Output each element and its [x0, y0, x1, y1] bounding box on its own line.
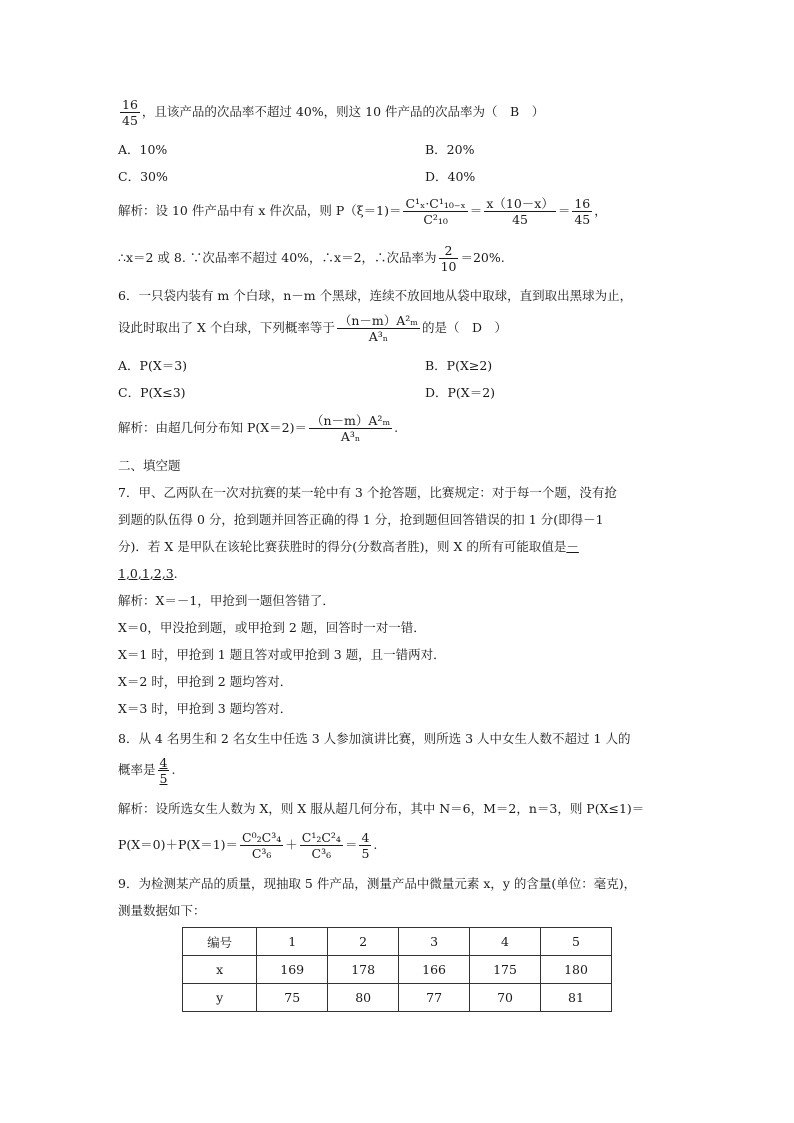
answer-blank: 1,0,1,2,3 [118, 566, 174, 581]
table-cell: 166 [399, 956, 470, 984]
fraction-numerator: C¹₂C²₄ [301, 830, 341, 845]
q6-stem-line2 [118, 313, 507, 344]
fraction-numerator: 16 [574, 196, 591, 211]
q7-solution-line3: X＝1 时，甲抢到 1 题且答对或甲抢到 3 题，且一错两对． [118, 647, 446, 662]
fraction-numerator: x（10－x） [486, 196, 554, 211]
probability-fraction [309, 413, 392, 444]
q5-option-b: B．20% [425, 142, 475, 157]
equals-sign: ＝ [469, 203, 483, 218]
q6-option-d: D．P(X＝2) [425, 385, 496, 400]
q7-solution-line2: X＝0，甲没抢到题，或甲抢到 2 题，回答时一对一错． [118, 620, 426, 635]
q6-option-b: B．P(X≥2) [425, 358, 493, 373]
table-cell: 175 [470, 956, 541, 984]
table-header-cell: 编号 [183, 928, 257, 956]
solution-text: P(X＝0)＋P(X＝1)＝ [118, 837, 239, 852]
solution-text: 解析：设 10 件产品中有 x 件次品，则 P（ξ＝1)＝ [118, 203, 402, 218]
fraction-denominator: 5 [159, 771, 168, 786]
table-cell: x [183, 956, 257, 984]
plus-sign: ＋ [285, 837, 298, 852]
q5-solution-line2 [118, 243, 505, 274]
table-row [183, 956, 612, 984]
fraction-denominator: 5 [361, 846, 370, 861]
q7-stem-line3 [118, 538, 579, 556]
q6-stem-line1: 6．一只袋内装有 m 个白球，n－m 个黑球，连续不放回地从袋中取球，直到取出黑球为止， [118, 288, 633, 303]
solution-text: 解析：由超几何分布知 P(X＝2)＝ [118, 420, 307, 435]
result-fraction [572, 196, 592, 227]
equals-sign: ＝ [557, 203, 571, 218]
fraction-denominator: 45 [574, 212, 591, 227]
answer-blank: － [566, 539, 579, 554]
q8-solution-line1: 解析：设所选女生人数为 X，则 X 服从超几何分布，其中 N＝6，M＝2，n＝3，则 P(X≤1)＝ [118, 801, 645, 816]
fraction-numerator: C⁰₂C³₄ [242, 830, 282, 845]
punctuation: . [171, 762, 176, 777]
solution-result: ＝20%. [460, 250, 505, 265]
measurement-table [182, 927, 612, 1012]
section-heading: 二、填空题 [118, 458, 181, 473]
q5-stem [118, 97, 544, 128]
table-header-cell: 2 [328, 928, 399, 956]
table-cell: y [183, 984, 257, 1012]
q7-stem-line1: 7．甲、乙两队在一次对抗赛的某一轮中有 3 个抢答题，比赛规定：对于每一个题，没有抢 [118, 485, 617, 500]
table-cell: 178 [328, 956, 399, 984]
table-header-cell: 3 [399, 928, 470, 956]
fraction-denominator: C³₆ [251, 846, 272, 861]
q7-stem-line2: 到题的队伍得 0 分，抢到题并回答正确的得 1 分，抢到题但回答错误的扣 1 分(即得－1 [118, 512, 604, 527]
q8-stem-line2 [118, 755, 175, 786]
q9-stem-line2: 测量数据如下： [118, 903, 206, 918]
table-cell: 70 [470, 984, 541, 1012]
table-header-row [183, 928, 612, 956]
q8-solution-line2 [118, 830, 377, 861]
punctuation: . [173, 566, 178, 581]
q6-stem-text: 设此时取出了 X 个白球，下列概率等于 [118, 320, 335, 335]
answer-fraction [158, 755, 170, 786]
fraction-denominator: 10 [440, 259, 457, 274]
fraction-denominator: A³ₙ [340, 429, 361, 444]
q5-stem-text: ，且该产品的次品率不超过 40%，则这 10 件产品的次品率为（ B ） [141, 104, 545, 119]
q7-stem-text: 分)．若 X 是甲队在该轮比赛获胜时的得分(分数高者胜)，则 X 的所有可能取值是 [118, 539, 567, 554]
q7-solution-line5: X＝3 时，甲抢到 3 题均答对． [118, 701, 293, 716]
table-cell: 77 [399, 984, 470, 1012]
table-cell: 81 [541, 984, 612, 1012]
q7-stem-line4 [118, 565, 178, 583]
table-cell: 180 [541, 956, 612, 984]
table-row [183, 984, 612, 1012]
table-header-cell: 1 [257, 928, 328, 956]
q5-solution-line1 [118, 196, 607, 227]
punctuation: ， [594, 203, 607, 218]
q5-option-d: D．40% [425, 169, 476, 184]
table-cell: 80 [328, 984, 399, 1012]
q6-option-a: A．P(X＝3) [118, 358, 188, 373]
combination-fraction [240, 830, 283, 861]
fraction-denominator: 45 [512, 212, 529, 227]
q9-stem-line1: 9．为检测某产品的质量，现抽取 5 件产品，测量产品中微量元素 x，y 的含量(单位：毫克)， [118, 876, 637, 891]
punctuation: . [373, 837, 378, 852]
q8-stem-line1: 8．从 4 名男生和 2 名女生中任选 3 人参加演讲比赛，则所选 3 人中女生人数不超过 1 人的 [118, 731, 631, 746]
fraction-denominator: C³₆ [311, 846, 332, 861]
q6-stem-answer: 的是（ D ） [421, 320, 507, 335]
expression-fraction [484, 196, 556, 227]
fraction-numerator: 2 [439, 243, 459, 259]
combination-fraction [300, 830, 343, 861]
probability-fraction [337, 313, 420, 344]
combination-fraction [403, 196, 467, 227]
result-fraction [359, 830, 371, 861]
table-header-cell: 5 [541, 928, 612, 956]
fraction-numerator: （n－m）A²ₘ [311, 413, 391, 428]
fraction-numerator: 4 [159, 755, 168, 770]
table-cell: 75 [257, 984, 328, 1012]
fraction-numerator: C¹ₓ·C¹₁₀₋ₓ [405, 196, 466, 211]
solution-text: ∴x＝2 或 8. ∵次品率不超过 40%，∴x＝2，∴次品率为 [118, 250, 437, 265]
fraction-numerator: 4 [361, 830, 370, 845]
table-cell: 169 [257, 956, 328, 984]
table-header-cell: 4 [470, 928, 541, 956]
q7-solution-line1: 解析：X＝－1，甲抢到一题但答错了． [118, 593, 335, 608]
q5-option-c: C．30% [118, 169, 168, 184]
fraction-numerator: （n－m）A²ₘ [338, 313, 418, 328]
equals-sign: ＝ [344, 837, 358, 852]
rate-fraction [439, 243, 459, 274]
q7-solution-line4: X＝2 时，甲抢到 2 题均答对． [118, 674, 293, 689]
fraction-denominator: A³ₙ [368, 329, 389, 344]
q6-solution [118, 413, 398, 444]
fraction-numerator: 16 [122, 97, 138, 112]
q8-stem-text: 概率是 [118, 762, 156, 777]
q6-option-c: C．P(X≤3) [118, 385, 186, 400]
fraction-denominator: 45 [122, 113, 138, 128]
punctuation: . [394, 420, 399, 435]
q5-fraction [120, 97, 140, 128]
q5-option-a: A．10% [118, 142, 168, 157]
fraction-denominator: C²₁₀ [423, 212, 448, 227]
